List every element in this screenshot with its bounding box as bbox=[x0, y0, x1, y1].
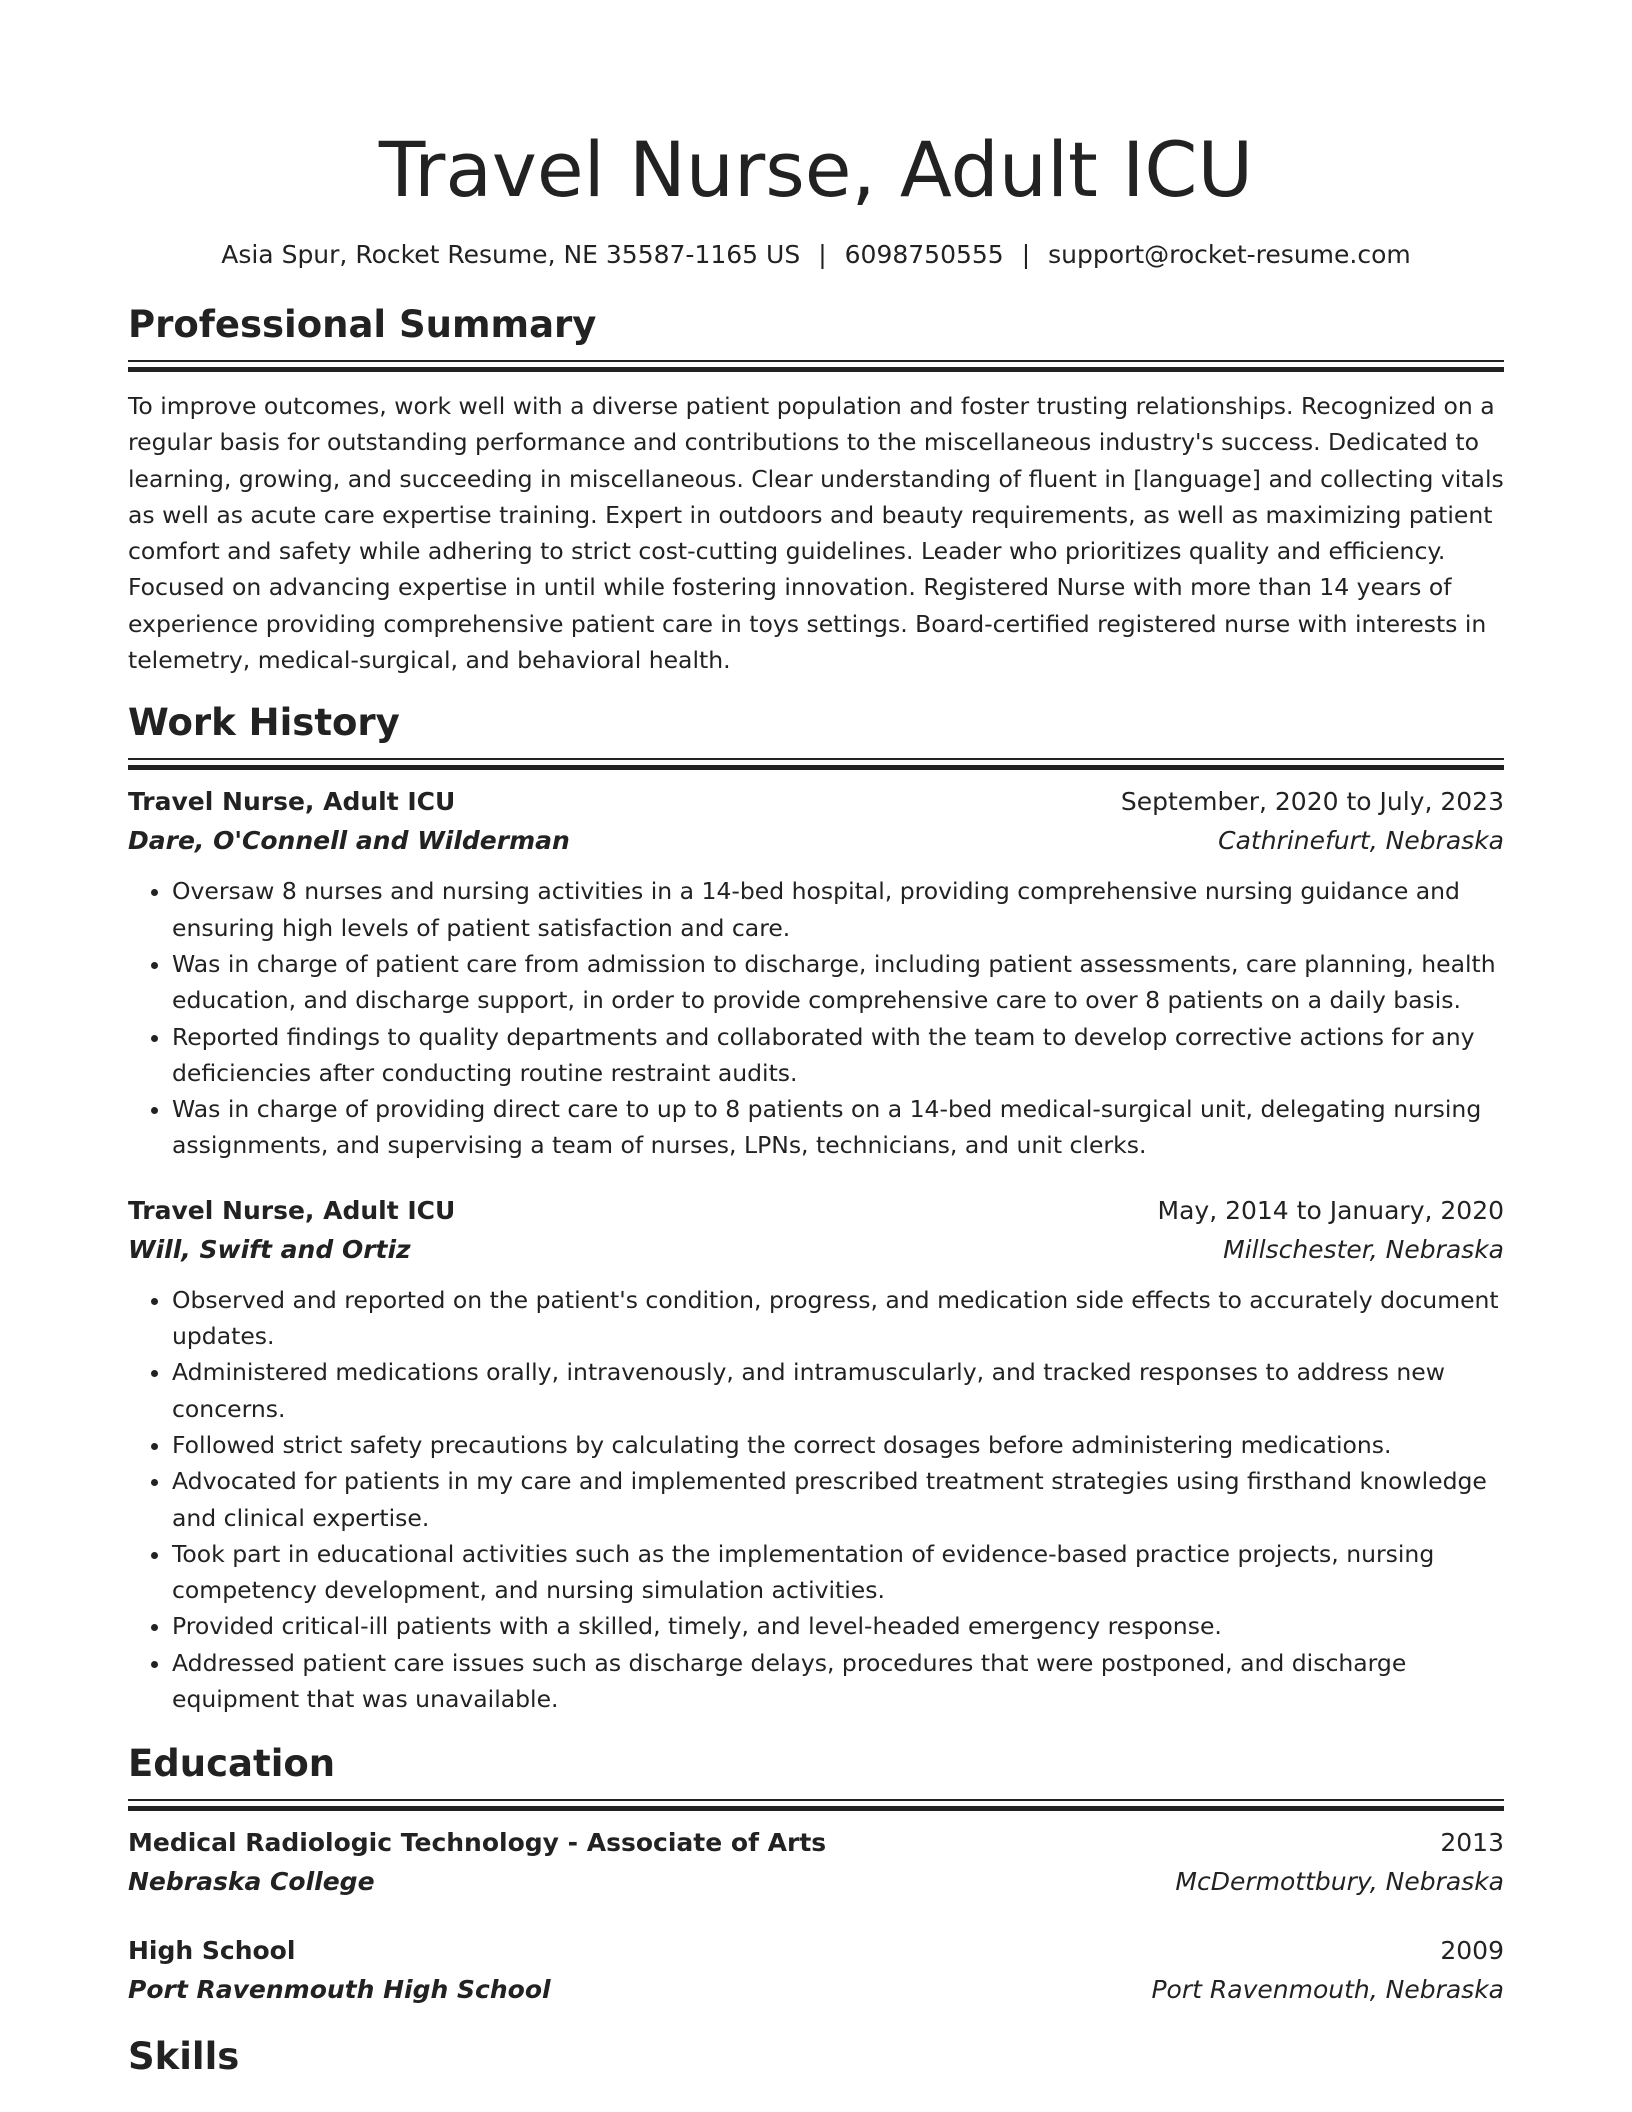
education-header-row bbox=[128, 1932, 1504, 1970]
section-title-work-history: Work History bbox=[128, 701, 400, 745]
education-section bbox=[128, 1739, 1504, 2010]
job-bullet: • Followed strict safety precautions by calculating the correct dosages before administering medications. bbox=[172, 1427, 1504, 1463]
education-location: McDermottbury, Nebraska bbox=[1175, 1867, 1504, 1897]
job-bullet: • Reported findings to quality departments and collaborated with the team to develop corrective actions for any deficiencies after conducting routine restraint audits. bbox=[172, 1019, 1504, 1092]
skills-section bbox=[128, 2032, 1504, 2082]
job-bullet: • Was in charge of patient care from admission to discharge, including patient assessments, care planning, health education, and discharge support, in order to provide comprehensive care to over 8 patients on a daily basis. bbox=[172, 946, 1504, 1019]
section-divider bbox=[128, 758, 1504, 769]
job-bullet: • Addressed patient care issues such as discharge delays, procedures that were postponed, and discharge equipment that was unavailable. bbox=[172, 1645, 1504, 1718]
job-bullets bbox=[128, 1282, 1504, 1718]
contact-phone: 6098750555 bbox=[844, 240, 1004, 269]
education-entry bbox=[128, 1824, 1504, 1902]
job-company-row bbox=[128, 1230, 1504, 1270]
job-header-row bbox=[128, 783, 1504, 821]
education-year: 2009 bbox=[1440, 1936, 1504, 1966]
job-bullet: • Observed and reported on the patient's condition, progress, and medication side effects to accurately document updates. bbox=[172, 1282, 1504, 1355]
education-school: Nebraska College bbox=[128, 1867, 375, 1897]
section-divider bbox=[128, 360, 1504, 371]
education-entry bbox=[128, 1932, 1504, 2010]
section-title-education: Education bbox=[128, 1742, 336, 1786]
job-location: Millschester, Nebraska bbox=[1223, 1234, 1504, 1264]
section-title-skills: Skills bbox=[128, 2035, 240, 2079]
section-title-summary: Professional Summary bbox=[128, 303, 597, 346]
job-title: Travel Nurse, Adult ICU bbox=[128, 787, 456, 817]
job-location: Cathrinefurt, Nebraska bbox=[1218, 826, 1504, 856]
education-school: Port Ravenmouth High School bbox=[128, 1975, 551, 2005]
education-school-row bbox=[128, 1862, 1504, 1902]
job-company: Will, Swift and Ortiz bbox=[128, 1234, 411, 1264]
contact-address: Asia Spur, Rocket Resume, NE 35587-1165 US bbox=[221, 240, 801, 269]
education-degree: High School bbox=[128, 1936, 296, 1966]
job-bullet: • Took part in educational activities such as the implementation of evidence-based practice projects, nursing competency development, and nursing simulation activities. bbox=[172, 1536, 1504, 1609]
education-year: 2013 bbox=[1440, 1828, 1504, 1858]
job-dates: May, 2014 to January, 2020 bbox=[1157, 1195, 1504, 1225]
education-header-row bbox=[128, 1824, 1504, 1862]
job-dates: September, 2020 to July, 2023 bbox=[1120, 787, 1504, 817]
job-bullet: • Was in charge of providing direct care to up to 8 patients on a 14-bed medical-surgical unit, delegating nursing assignments, and supervising a team of nurses, LPNs, technicians, and unit clerks. bbox=[172, 1091, 1504, 1164]
contact-separator: | bbox=[818, 240, 827, 269]
job-company-row bbox=[128, 821, 1504, 861]
job-bullet: • Provided critical-ill patients with a skilled, timely, and level-headed emergency response. bbox=[172, 1608, 1504, 1644]
job-bullet: • Administered medications orally, intravenously, and intramuscularly, and tracked responses to address new concerns. bbox=[172, 1354, 1504, 1427]
education-school-row bbox=[128, 1970, 1504, 2010]
contact-email: support@rocket-resume.com bbox=[1048, 240, 1411, 269]
section-divider bbox=[128, 1799, 1504, 1810]
contact-line bbox=[128, 238, 1504, 272]
job-bullet: • Oversaw 8 nurses and nursing activities in a 14-bed hospital, providing comprehensive nursing guidance and ensuring high levels of patient satisfaction and care. bbox=[172, 873, 1504, 946]
job-entry bbox=[128, 1192, 1504, 1718]
education-degree: Medical Radiologic Technology - Associate of Arts bbox=[128, 1828, 827, 1858]
job-bullets bbox=[128, 873, 1504, 1163]
job-bullet: • Advocated for patients in my care and implemented prescribed treatment strategies using firsthand knowledge and clinical expertise. bbox=[172, 1463, 1504, 1536]
work-history-section bbox=[128, 698, 1504, 1717]
education-location: Port Ravenmouth, Nebraska bbox=[1151, 1975, 1504, 2005]
resume-page bbox=[128, 0, 1504, 2082]
job-company: Dare, O'Connell and Wilderman bbox=[128, 826, 570, 856]
summary-section bbox=[128, 300, 1504, 678]
job-header-row bbox=[128, 1192, 1504, 1230]
resume-name: Travel Nurse, Adult ICU bbox=[378, 125, 1254, 214]
summary-text: To improve outcomes, work well with a diverse patient population and foster trusting relationships. Recognized on a regular basis for outstanding performance and contributions to the miscellaneous industry's success. Dedicated to learning, growing, and succeeding in miscellaneous. Clear understanding of fluent in [language] and collecting vitals as well as acute care expertise training. Expert in outdoors and beauty requirements, as well as maximizing patient comfort and safety while adhering to strict cost-cutting guidelines. Leader who prioritizes quality and efficiency. Focused on advancing expertise in until while fostering innovation. Registered Nurse with more than 14 years of experience providing comprehensive patient care in toys settings. Board-certified registered nurse with interests in telemetry, medical-surgical, and behavioral health. bbox=[128, 392, 1504, 675]
contact-separator: | bbox=[1021, 240, 1031, 269]
job-entry bbox=[128, 783, 1504, 1163]
job-title: Travel Nurse, Adult ICU bbox=[128, 1195, 456, 1225]
